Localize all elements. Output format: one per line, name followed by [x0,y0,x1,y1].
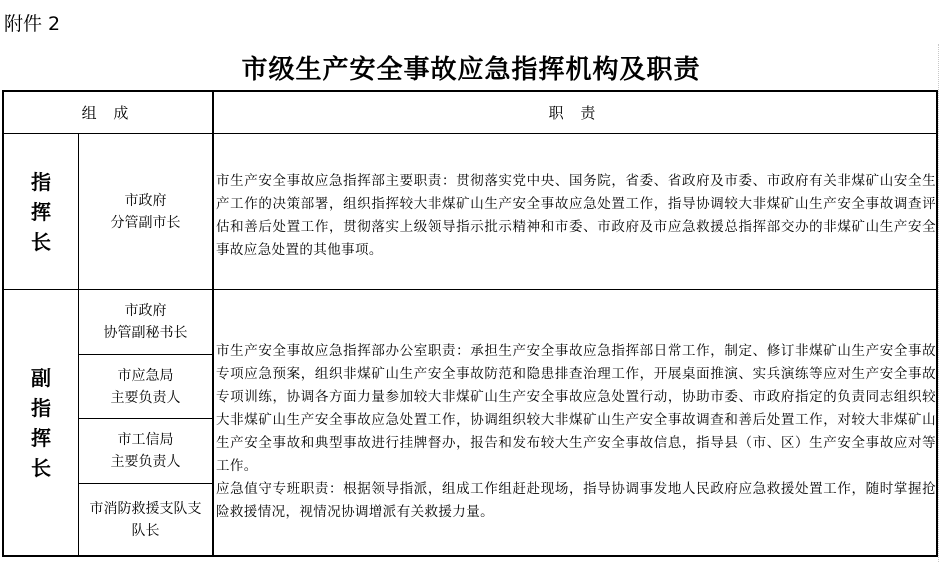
member-cell: 市消防救援支队支队长 [89,500,202,539]
member-cell: 市政府 协管副秘书长 [103,303,188,341]
duty-paragraph: 应急值守专班职责：根据领导指派，组成工作组赶赴现场，指导协调事发地人民政府应急救援处置工作，随时掌握抢险救援情况，视情况协调增派有关救援力量。 [216,481,936,520]
role-label: 指挥长 [31,169,51,254]
role-deputy-commander [4,290,78,555]
table-rule [2,555,938,557]
document-title: 市级生产安全事故应急指挥机构及职责 [241,55,701,85]
deputy-duties [214,340,936,524]
member-cell: 市应急局 主要负责人 [110,367,181,406]
attachment-label: 附件 2 [4,13,61,35]
header-composition: 组 成 [81,103,135,122]
duty-paragraph: 市生产安全事故应急指挥部办公室职责：承担生产安全事故应急指挥部日常工作，制定、修订非煤矿山生产安全事故专项应急预案，组织非煤矿山生产安全事故防范和隐患排查治理工作，开展桌面推演、实兵演练等应对生产安全事故专项训练，协调各方面力量参加较大非煤矿山生产安全事故应急处置行动，协助市委、市政府指定的负责同志组织较大非煤矿山生产安全事故应急处置工作，协调组织较大非煤矿山生产安全事故调查和善后处置工作，对较大非煤矿山生产安全事故和典型事故进行挂牌督办，报告和发布较大生产安全事故信息，指导县（市、区）生产安全事故应对等工作。 [216,343,936,474]
duty-paragraph: 市生产安全事故应急指挥部主要职责：贯彻落实党中央、国务院，省委、省政府及市委、市政府有关非煤矿山安全生产工作的决策部署，组织指挥较大非煤矿山生产安全事故应急处置工作，指导协调较大非煤矿山生产安全事故调查评估和善后处置工作，贯彻落实上级领导指示批示精神和市委、市政府及市应急救援总指挥部交办的非煤矿山生产安全事故应急处置的其他事项。 [216,173,936,258]
role-label: 副指挥长 [31,365,51,480]
member-cell: 市工信局 主要负责人 [110,432,181,470]
table-rule [936,90,938,557]
header-duties: 职 责 [548,103,602,122]
member-cell: 市政府 分管副市长 [110,192,181,231]
commander-duties [214,170,936,262]
role-commander [4,134,78,289]
